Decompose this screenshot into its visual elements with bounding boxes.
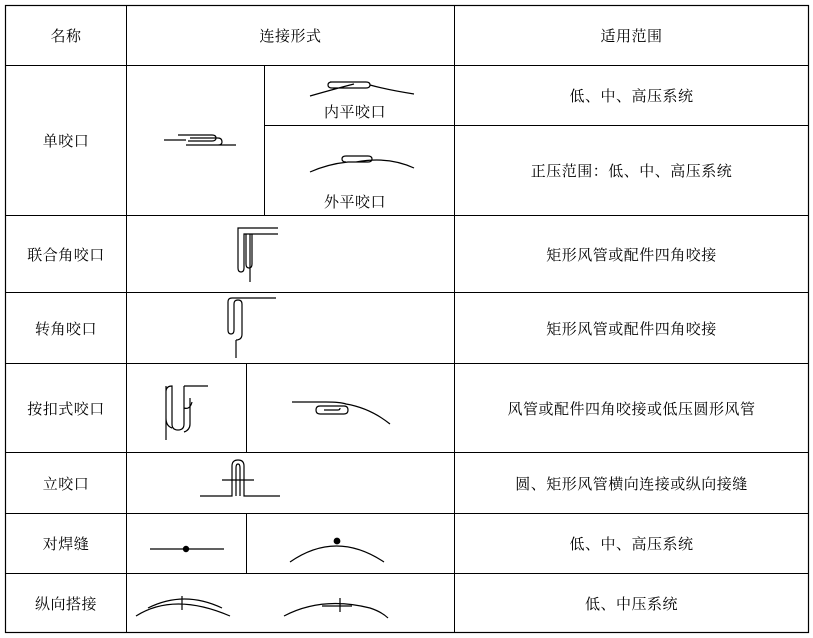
butt-weld-flat-icon <box>148 539 228 559</box>
scope-snap-seam: 风管或配件四角咬接或低压圆形风管 <box>507 399 756 418</box>
inner-flat-seam-label: 内平咬口 <box>324 103 387 121</box>
row-name-corner-seam: 转角咬口 <box>34 319 97 338</box>
snap-seam-arc-icon <box>290 392 400 432</box>
scope-inner-flat-seam: 低、中、高压系统 <box>569 87 694 105</box>
lap-seam-left-icon <box>134 592 234 622</box>
row-name-snap-seam: 按扣式咬口 <box>27 399 105 418</box>
snap-seam-vertical-icon <box>156 378 216 448</box>
standing-seam-icon <box>196 456 286 504</box>
scope-outer-flat-seam: 正压范围：低、中、高压系统 <box>530 162 733 180</box>
lap-seam-right-icon <box>282 594 392 624</box>
scope-longitudinal-lap: 低、中压系统 <box>584 594 678 613</box>
row-name-longitudinal-lap: 纵向搭接 <box>34 594 97 613</box>
pittsburgh-seam-icon <box>232 220 282 290</box>
single-seam-icon <box>160 125 240 155</box>
scope-standing-seam: 圆、矩形风管横向连接或纵向接缝 <box>515 474 748 493</box>
row-name-standing-seam: 立咬口 <box>42 474 90 493</box>
header-scope: 适用范围 <box>600 27 663 45</box>
corner-seam-icon <box>222 294 282 362</box>
scope-butt-weld: 低、中、高压系统 <box>569 535 694 553</box>
row-name-single-seam: 单咬口 <box>42 132 90 150</box>
row-name-pittsburgh-seam: 联合角咬口 <box>27 245 105 264</box>
inner-flat-seam-icon <box>308 72 418 102</box>
butt-weld-arc-icon <box>288 534 388 566</box>
outer-flat-seam-icon <box>308 150 418 180</box>
row-name-butt-weld: 对焊缝 <box>42 535 90 553</box>
scope-corner-seam: 矩形风管或配件四角咬接 <box>546 319 717 338</box>
header-name: 名称 <box>50 27 82 45</box>
outer-flat-seam-label: 外平咬口 <box>324 193 387 211</box>
scope-pittsburgh-seam: 矩形风管或配件四角咬接 <box>546 245 717 264</box>
header-connection-form: 连接形式 <box>259 27 322 45</box>
